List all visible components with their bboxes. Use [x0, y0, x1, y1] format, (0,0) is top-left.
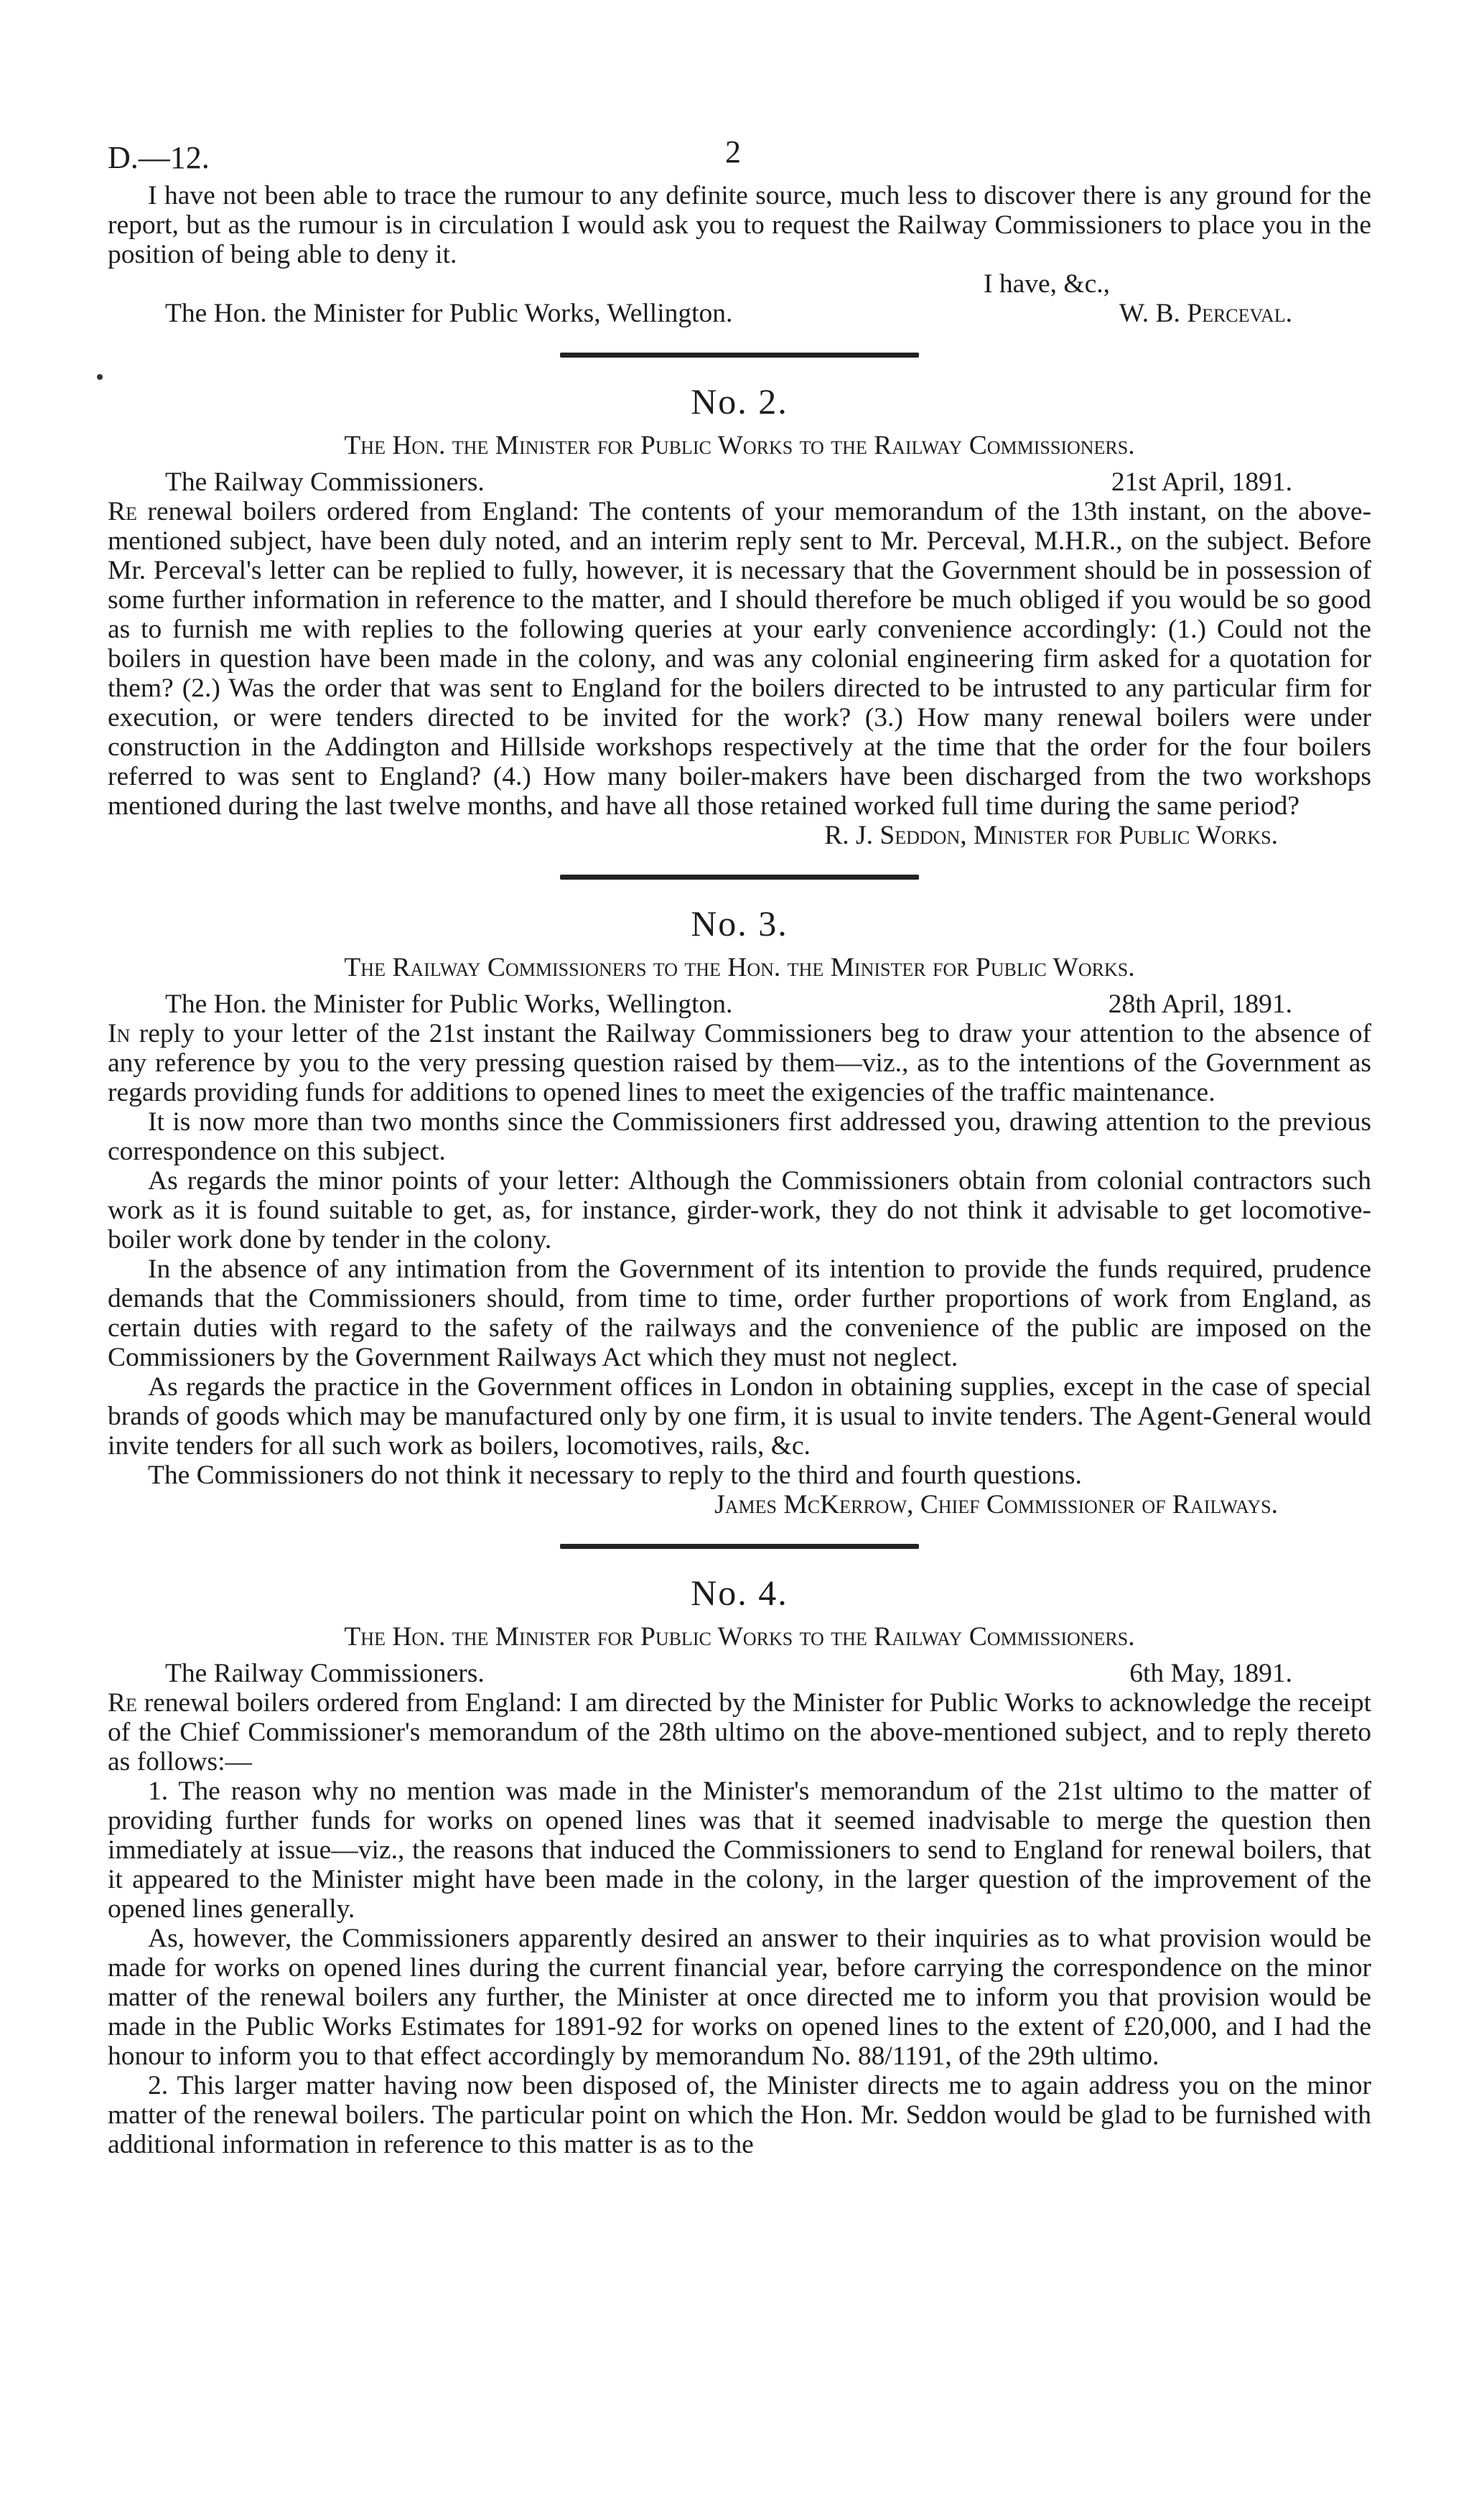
- letter-no2-signature: [108, 821, 1371, 850]
- page-header: [108, 136, 1371, 181]
- letter-no3-paragraph-4: In the absence of any intimation from the Government of its intention to provide the funds required, prudence demands that the Commissioners should, from time to time, order further proportions of work from England, as certain duties with regard to the safety of the railways and the convenience of the public are imposed on the Commissioners by the Government Railways Act which they must not neglect.: [108, 1254, 1371, 1372]
- letter-no4-paragraph-1: [108, 1688, 1371, 1777]
- letter-no1-footer: [108, 299, 1371, 328]
- ink-speck: [97, 374, 103, 380]
- letter-no1-tail: [108, 181, 1371, 328]
- section-divider: [560, 875, 919, 880]
- letter-no3-paragraph-6: The Commissioners do not think it necessary to reply to the third and fourth questions.: [148, 1461, 1082, 1490]
- letter-no4-title: The Hon. the Minister for Public Works to the Railway Commissioners.: [344, 1622, 1135, 1652]
- letter-no3-p1-text: reply to your letter of the 21st instant the Railway Commissioners beg to draw your attention to the absence of any reference by you to the very pressing question raised by them—viz., as to the intentions of the Government as regards providing funds for additions to opened lines to meet the exigencies of the traffic maintenance.: [108, 1019, 1371, 1107]
- letter-no3-paragraph-1: [108, 1019, 1371, 1107]
- letter-no3-address-line: [108, 990, 1371, 1019]
- letter-no4-p1-text: renewal boilers ordered from England: I am directed by the Minister for Public Works to acknowledge the receipt of the Chief Commissioner's memorandum of the 28th ultimo on the above-mentioned subject, and to reply thereto as follows:—: [108, 1688, 1371, 1777]
- letter-no3-lead: In: [108, 1019, 131, 1048]
- section-divider: [560, 353, 919, 358]
- letter-no3-signature: [108, 1490, 1371, 1519]
- letter-no3-signature-text: James McKerrow, Chief Commissioner of Railways.: [714, 1490, 1278, 1519]
- letter-no3-paragraph-2: It is now more than two months since the Commissioners first addressed you, drawing attention to the previous correspondence on this subject.: [108, 1107, 1371, 1166]
- letter-no1-addressee: The Hon. the Minister for Public Works, Wellington.: [165, 299, 733, 328]
- letter-no1-signature: W. B. Perceval.: [1119, 299, 1292, 328]
- letter-no4-paragraph-3: As, however, the Commissioners apparently desired an answer to their inquiries as to what provision would be made for works on opened lines during the current financial year, before carrying the correspondence on the minor matter of the renewal boilers any further, the Minister at once directed me to inform you that provision would be made in the Public Works Estimates for 1891-92 for works on opened lines to the extent of £20,000, and I had the honour to inform you to that effect accordingly by memorandum No. 88/1191, of the 29th ultimo.: [108, 1924, 1371, 2071]
- letter-no4-date: 6th May, 1891.: [1129, 1659, 1292, 1688]
- letter-no2-number: No. 2.: [691, 381, 788, 422]
- letter-no2-title: The Hon. the Minister for Public Works to the Railway Commissioners.: [344, 431, 1135, 460]
- letter-no4-paragraph-2: 1. The reason why no mention was made in the Minister's memorandum of the 21st ultimo to the matter of providing further funds for works on opened lines was that it seemed inadvisable to merge the question then immediately at issue—viz., the reasons that induced the Commissioners to send to England for renewal boilers, that it appeared to the Minister might have been made in the colony, in the larger question of the improvement of the opened lines generally.: [108, 1777, 1371, 1924]
- letter-no3-title: The Railway Commissioners to the Hon. the Minister for Public Works.: [344, 953, 1135, 982]
- letter-no1-greeting: I have, &c.,: [984, 269, 1110, 299]
- letter-no4-number: No. 4.: [691, 1573, 788, 1613]
- letter-no3-number: No. 3.: [691, 903, 788, 944]
- letter-no2-signature-text: R. J. Seddon, Minister for Public Works.: [824, 821, 1278, 850]
- letter-no4-addressee: The Railway Commissioners.: [165, 1659, 485, 1688]
- letter-no3-paragraph-5: As regards the practice in the Government offices in London in obtaining supplies, except in the case of special brands of goods which may be manufactured only by one firm, it is usual to invite tenders. The Agent-General would invite tenders for all such work as boilers, locomotives, rails, &c.: [108, 1372, 1371, 1461]
- letter-no2-date: 21st April, 1891.: [1111, 467, 1292, 497]
- letter-no3-date: 28th April, 1891.: [1108, 990, 1292, 1019]
- letter-no4: [108, 1573, 1371, 2159]
- letter-no2: [108, 382, 1371, 850]
- letter-no2-addressee: The Railway Commissioners.: [165, 467, 485, 497]
- document-code: D.—12.: [108, 140, 210, 175]
- page-number: 2: [725, 134, 741, 169]
- letter-no4-address-line: [108, 1659, 1371, 1688]
- document-page: [108, 136, 1371, 2159]
- letter-no3-paragraph-3: As regards the minor points of your letter: Although the Commissioners obtain from colonial contractors such work as it is found suitable to get, as, for instance, girder-work, they do not think it advisable to get locomotive-boiler work done by tender in the colony.: [108, 1166, 1371, 1254]
- letter-no2-lead: Re: [108, 497, 137, 526]
- letter-no2-address-line: [108, 467, 1371, 497]
- letter-no2-body: [108, 497, 1371, 821]
- letter-no4-lead: Re: [108, 1688, 137, 1718]
- letter-no4-paragraph-4: 2. This larger matter having now been disposed of, the Minister directs me to again address you on the minor matter of the renewal boilers. The particular point on which the Hon. Mr. Seddon would be glad to be furnished with additional information in reference to this matter is as to the: [108, 2071, 1371, 2159]
- letter-no3-addressee: The Hon. the Minister for Public Works, Wellington.: [165, 990, 733, 1019]
- letter-no3: [108, 904, 1371, 1519]
- letter-no2-body-text: renewal boilers ordered from England: The contents of your memorandum of the 13th instant, on the above-mentioned subject, have been duly noted, and an interim reply sent to Mr. Perceval, M.H.R., on the subject. Before Mr. Perceval's letter can be replied to fully, however, it is necessary that the Government should be in possession of some further information in reference to the matter, and I should therefore be much obliged if you would be so good as to furnish me with replies to the following queries at your early convenience accordingly: (1.) Could not the boilers in question have been made in the colony, and was any colonial engineering firm asked for a quotation for them? (2.) Was the order that was sent to England for the boilers directed to be intrusted to any particular firm for execution, or were tenders directed to be invited for the work? (3.) How many renewal boilers were under construction in the Addington and Hillside workshops respectively at the time that the order for the four boilers referred to was sent to England? (4.) How many boiler-makers have been discharged from the two workshops mentioned during the last twelve months, and have all those retained worked full time during the same period?: [108, 497, 1371, 821]
- section-divider: [560, 1544, 919, 1549]
- letter-no1-paragraph: I have not been able to trace the rumour to any definite source, much less to discover there is any ground for the report, but as the rumour is in circulation I would ask you to request the Railway Commissioners to place you in the position of being able to deny it.: [108, 181, 1371, 269]
